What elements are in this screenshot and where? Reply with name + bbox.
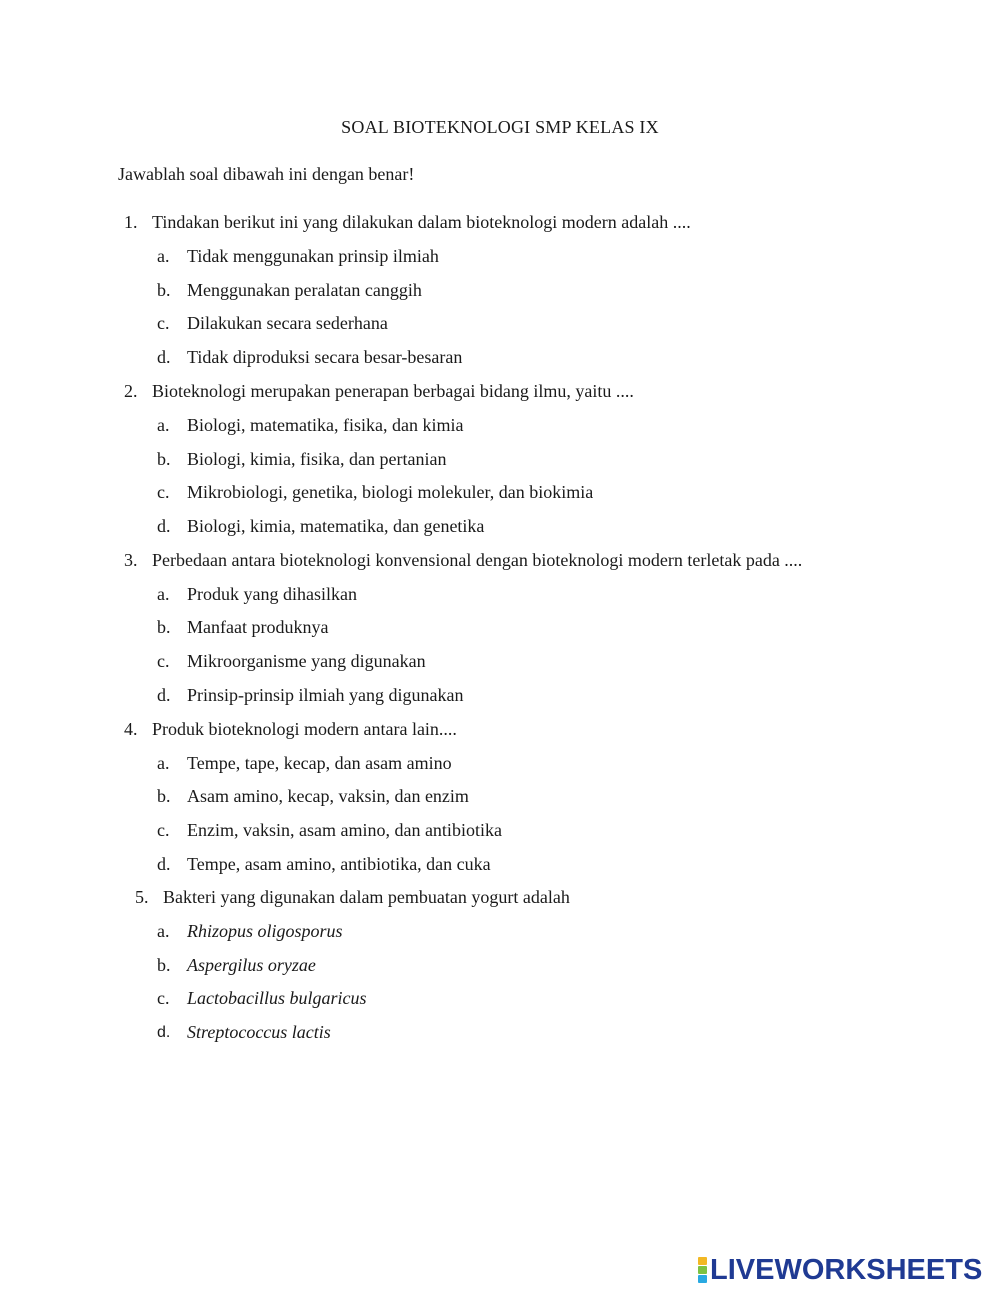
- option-letter: a.: [157, 921, 170, 941]
- option-text: Lactobacillus bulgaricus: [187, 988, 367, 1008]
- option-letter: b.: [157, 449, 171, 469]
- option-letter: c.: [157, 988, 170, 1008]
- option-text: Dilakukan secara sederhana: [187, 313, 388, 333]
- option-text: Produk yang dihasilkan: [187, 584, 357, 604]
- option-letter: c.: [157, 313, 170, 333]
- logo-block: [698, 1266, 707, 1274]
- option-letter: b.: [157, 955, 171, 975]
- option-letter: d.: [157, 1024, 171, 1041]
- option-letter: b.: [157, 280, 171, 300]
- option-text: Manfaat produknya: [187, 617, 329, 637]
- option-text: Mikrobiologi, genetika, biologi molekuler, dan biokimia: [187, 482, 594, 502]
- option-letter: a.: [157, 415, 170, 435]
- question-number: 1.: [124, 212, 138, 232]
- option-text: Tempe, asam amino, antibiotika, dan cuka: [187, 854, 491, 874]
- question-number: 4.: [124, 719, 138, 739]
- question-text: Produk bioteknologi modern antara lain....: [152, 719, 457, 739]
- liveworksheets-logo: [698, 1253, 982, 1287]
- option-letter: c.: [157, 820, 170, 840]
- liveworksheets-logo-icon: [698, 1257, 707, 1283]
- question-number: 2.: [124, 381, 138, 401]
- page-title: SOAL BIOTEKNOLOGI SMP KELAS IX: [341, 117, 659, 137]
- option-text: Tidak diproduksi secara besar-besaran: [187, 347, 463, 367]
- logo-block: [698, 1257, 707, 1265]
- option-text: Enzim, vaksin, asam amino, dan antibiotika: [187, 820, 502, 840]
- option-text: Aspergilus oryzae: [187, 955, 316, 975]
- instruction-text: Jawablah soal dibawah ini dengan benar!: [118, 164, 415, 184]
- option-letter: d.: [157, 685, 171, 705]
- option-text: Streptococcus lactis: [187, 1022, 331, 1042]
- option-letter: b.: [157, 786, 171, 806]
- question-number: 5.: [135, 887, 149, 907]
- option-text: Mikroorganisme yang digunakan: [187, 651, 426, 671]
- option-letter: a.: [157, 246, 170, 266]
- option-letter: b.: [157, 617, 171, 637]
- option-letter: a.: [157, 753, 170, 773]
- option-text: Tempe, tape, kecap, dan asam amino: [187, 753, 452, 773]
- logo-block: [698, 1275, 707, 1283]
- question-text: Bakteri yang digunakan dalam pembuatan yogurt adalah: [163, 887, 570, 907]
- option-letter: d.: [157, 854, 171, 874]
- option-letter: c.: [157, 482, 170, 502]
- option-letter: d.: [157, 347, 171, 367]
- option-text: Rhizopus oligosporus: [187, 921, 343, 941]
- option-text: Biologi, matematika, fisika, dan kimia: [187, 415, 464, 435]
- option-text: Asam amino, kecap, vaksin, dan enzim: [187, 786, 469, 806]
- option-letter: c.: [157, 651, 170, 671]
- option-text: Biologi, kimia, fisika, dan pertanian: [187, 449, 447, 469]
- option-text: Prinsip-prinsip ilmiah yang digunakan: [187, 685, 464, 705]
- question-number: 3.: [124, 550, 138, 570]
- watermark-text: LIVEWORKSHEETS: [710, 1253, 983, 1286]
- question-text: Tindakan berikut ini yang dilakukan dalam bioteknologi modern adalah ....: [152, 212, 691, 232]
- option-text: Biologi, kimia, matematika, dan genetika: [187, 516, 485, 536]
- option-text: Tidak menggunakan prinsip ilmiah: [187, 246, 439, 266]
- question-text: Perbedaan antara bioteknologi konvensional dengan bioteknologi modern terletak pada ....: [152, 550, 803, 570]
- option-text: Menggunakan peralatan canggih: [187, 280, 422, 300]
- option-letter: d.: [157, 516, 171, 536]
- option-letter: a.: [157, 584, 170, 604]
- question-text: Bioteknologi merupakan penerapan berbagai bidang ilmu, yaitu ....: [152, 381, 634, 401]
